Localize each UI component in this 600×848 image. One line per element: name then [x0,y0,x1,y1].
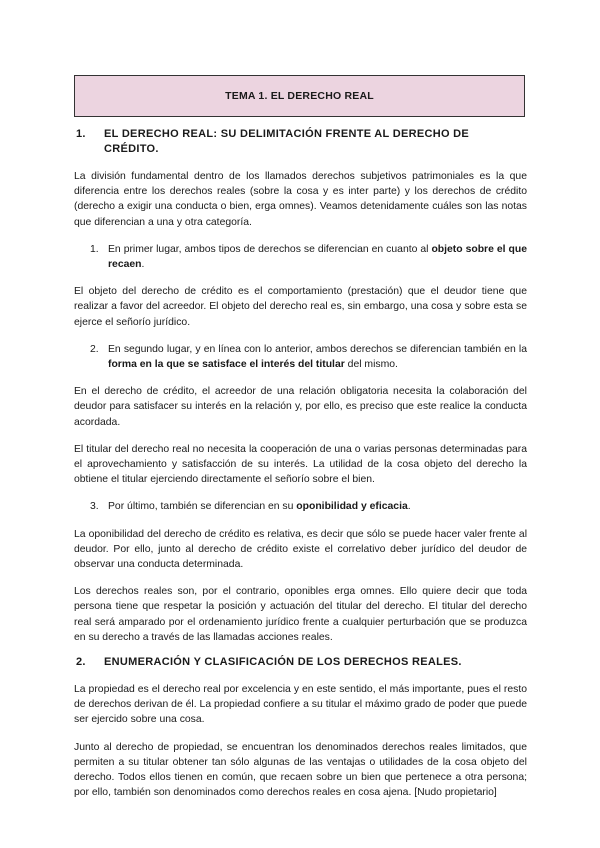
paragraph-oponibilidad: La oponibilidad del derecho de crédito es relativa, es decir que sólo se puede hacer valer frente al deudor. Por ello, junto al derecho de crédito existe el correlativo deber jurídico del deudor de observar una conducta determinada. [74,528,527,571]
section-1-title: EL DERECHO REAL: SU DELIMITACIÓN FRENTE AL DERECHO DE CRÉDITO. [104,128,470,155]
paragraph-titular: El titular del derecho real no necesita la cooperación de una o varias personas determinadas para el aprovechamiento y satisfacción de su interés. La utilidad de la cosa objeto del derecho la obtiene el titular ejerciendo directamente el señorío sobre el bien. [74,443,527,486]
paragraph-erga-omnes: Los derechos reales son, por el contrario, oponibles erga omnes. Ello quiere decir que toda persona tiene que respetar la posición y actuación del titular del derecho. El titular del derecho real será amparado por el ordenamiento jurídico frente a cualquier perturbación que se produzca en su derecho a través de las llamadas acciones reales. [74,586,527,643]
paragraph-objeto: El objeto del derecho de crédito es el comportamiento (prestación) que el deudor tiene que realizar a favor del acreedor. El objeto del derecho real es, sin embargo, una cosa y sobre esta se ejerce el señorío jurídico. [74,286,527,328]
paragraph-credito: En el derecho de crédito, el acreedor de una relación obligatoria necesita la colaboración del deudor para satisfacer su interés en la relación y, por ello, es preciso que este realice la conducta acordada. [74,386,527,428]
section-1-heading [74,127,527,157]
paragraph-propiedad: La propiedad es el derecho real por excelencia y en este sentido, el más importante, pues el resto de derechos derivan de él. La propiedad confiere a su titular el máximo grado de poder que puede ser ejercido sobre una cosa. [74,684,527,726]
list-item-3-text: Por último, también se diferencian en su [108,501,297,513]
list-item-3-end: . [407,501,411,513]
list-item-2 [74,342,527,372]
list-item-1-emphasis: objeto sobre el que recaen [108,243,527,271]
section-1-number: 1. [76,128,86,140]
paragraph-intro: La división fundamental dentro de los llamados derechos subjetivos patrimoniales es la que diferencia entre los derechos reales (sobre la cosa y es inter parte) y los derechos de crédito (derecho a exigir una conducta o bien, erga omnes). Veamos detenidamente cuáles son las notas que diferencian a una y otra categoría. [74,171,527,228]
list-item-2-emphasis: forma en la que se satisface el interés del titular [108,359,345,371]
paragraph-derechos-limitados: Junto al derecho de propiedad, se encuentran los denominados derechos reales limitados, que permiten a su titular obtener tan sólo algunas de las ventajas o utilidades de la cosa objeto del derecho. Todos ellos tienen en común, que recaen sobre un bien que pertenece a otra persona; por ello, también son denominados como derechos reales en cosa ajena. [Nudo propietario] [74,741,527,799]
list-item-3-number: 3. [90,501,99,513]
list-item-2-text: En segundo lugar, y en línea con lo anterior, ambos derechos se diferencian también en la [108,343,527,355]
list-item-3-emphasis: oponibilidad y eficacia [296,501,408,513]
section-2-title: ENUMERACIÓN Y CLASIFICACIÓN DE LOS DERECHOS REALES. [104,656,462,669]
section-2-number: 2. [76,656,86,669]
list-item-1-text: En primer lugar, ambos tipos de derechos se diferencian en cuanto al [108,243,432,255]
document-body [74,118,527,801]
list-item-2-end: del mismo. [344,359,398,371]
list-item-1-number: 1. [90,243,99,255]
section-2-heading [74,655,527,670]
list-item-1-end: . [141,259,145,271]
list-item-3 [74,499,527,514]
list-item-2-number: 2. [90,343,99,355]
list-item-1 [74,242,527,272]
page-title: TEMA 1. EL DERECHO REAL [74,75,525,117]
